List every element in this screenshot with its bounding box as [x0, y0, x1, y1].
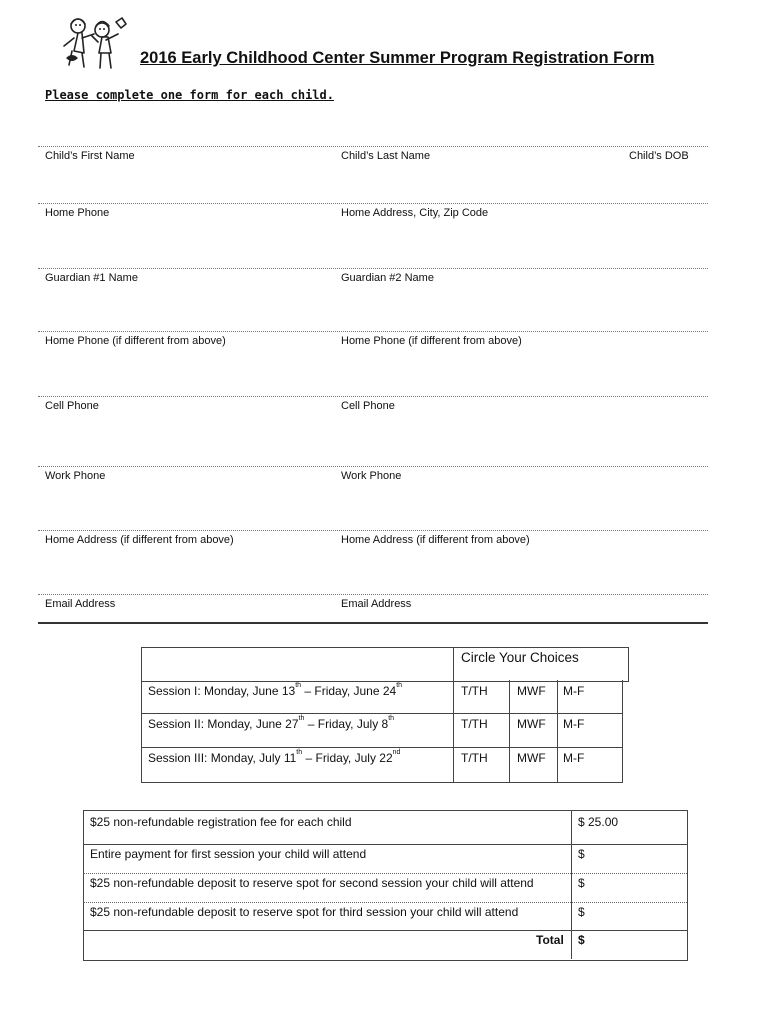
session-3-label: Session III: Monday, July 11th – Friday, July 22nd	[148, 749, 401, 765]
session-3-mwf-option[interactable]: MWF	[517, 751, 546, 765]
session-2-tth-option[interactable]: T/TH	[461, 717, 488, 731]
session-1-tth-option[interactable]: T/TH	[461, 684, 488, 698]
session-3-mf-option[interactable]: M-F	[563, 751, 585, 765]
guardian1-address-field[interactable]: Home Address (if different from above)	[45, 534, 234, 546]
session-col-divider	[453, 680, 454, 782]
guardian1-cell-phone-field[interactable]: Cell Phone	[45, 400, 99, 412]
home-address-field[interactable]: Home Address, City, Zip Code	[341, 207, 489, 219]
fee-row-divider	[83, 873, 687, 874]
total-amount[interactable]: $	[578, 933, 585, 947]
child-last-name-field[interactable]: Child’s Last Name	[341, 150, 431, 162]
form-divider	[38, 594, 708, 595]
form-divider	[38, 203, 708, 204]
guardian2-work-phone-field[interactable]: Work Phone	[341, 470, 402, 482]
child-first-name-field[interactable]: Child’s First Name	[45, 150, 135, 162]
fee-row-divider	[83, 930, 687, 931]
session-1-mwf-option[interactable]: MWF	[517, 684, 546, 698]
form-divider	[38, 268, 708, 269]
session-2-mwf-option[interactable]: MWF	[517, 717, 546, 731]
form-divider	[38, 146, 708, 147]
third-session-deposit-label: $25 non-refundable deposit to reserve spot for third session your child will attend	[90, 905, 519, 919]
guardian2-address-field[interactable]: Home Address (if different from above)	[341, 534, 530, 546]
form-divider	[38, 466, 708, 467]
form-bottom-border	[38, 622, 708, 624]
instruction-text: Please complete one form for each child.	[45, 88, 334, 102]
second-session-deposit-label: $25 non-refundable deposit to reserve spot for second session your child will attend	[90, 876, 534, 890]
circle-choices-header: Circle Your Choices	[461, 650, 579, 665]
guardian1-home-phone-field[interactable]: Home Phone (if different from above)	[45, 335, 226, 347]
registration-fee-amount: $ 25.00	[578, 815, 619, 829]
session-2-label: Session II: Monday, June 27th – Friday, July 8th	[148, 715, 395, 731]
fee-row-divider	[83, 844, 687, 845]
session-2-mf-option[interactable]: M-F	[563, 717, 585, 731]
fee-col-divider	[571, 810, 572, 959]
children-logo-icon	[58, 14, 130, 80]
session-3-tth-option[interactable]: T/TH	[461, 751, 488, 765]
guardian1-email-field[interactable]: Email Address	[45, 598, 116, 610]
guardian1-name-field[interactable]: Guardian #1 Name	[45, 272, 138, 284]
guardian2-name-field[interactable]: Guardian #2 Name	[341, 272, 434, 284]
session-1-label: Session I: Monday, June 13th – Friday, June 24th	[148, 682, 403, 698]
form-divider	[38, 396, 708, 397]
session-col-divider	[557, 680, 558, 782]
first-session-payment-label: Entire payment for first session your child will attend	[90, 847, 367, 861]
first-session-payment-amount[interactable]: $	[578, 847, 585, 861]
second-session-deposit-amount[interactable]: $	[578, 876, 585, 890]
form-divider	[38, 530, 708, 531]
registration-fee-label: $25 non-refundable registration fee for each child	[90, 815, 352, 829]
guardian2-cell-phone-field[interactable]: Cell Phone	[341, 400, 395, 412]
guardian2-email-field[interactable]: Email Address	[341, 598, 412, 610]
guardian1-work-phone-field[interactable]: Work Phone	[45, 470, 106, 482]
form-divider	[38, 331, 708, 332]
third-session-deposit-amount[interactable]: $	[578, 905, 585, 919]
session-col-divider	[509, 680, 510, 782]
page-title: 2016 Early Childhood Center Summer Program Registration Form	[140, 49, 655, 67]
child-dob-field[interactable]: Child’s DOB	[629, 150, 689, 162]
fee-row-divider	[83, 902, 687, 903]
home-phone-field[interactable]: Home Phone	[45, 207, 110, 219]
session-1-mf-option[interactable]: M-F	[563, 684, 585, 698]
guardian2-home-phone-field[interactable]: Home Phone (if different from above)	[341, 335, 522, 347]
session-row-divider	[141, 747, 622, 748]
session-row-divider	[141, 713, 622, 714]
total-label: Total	[536, 933, 564, 947]
